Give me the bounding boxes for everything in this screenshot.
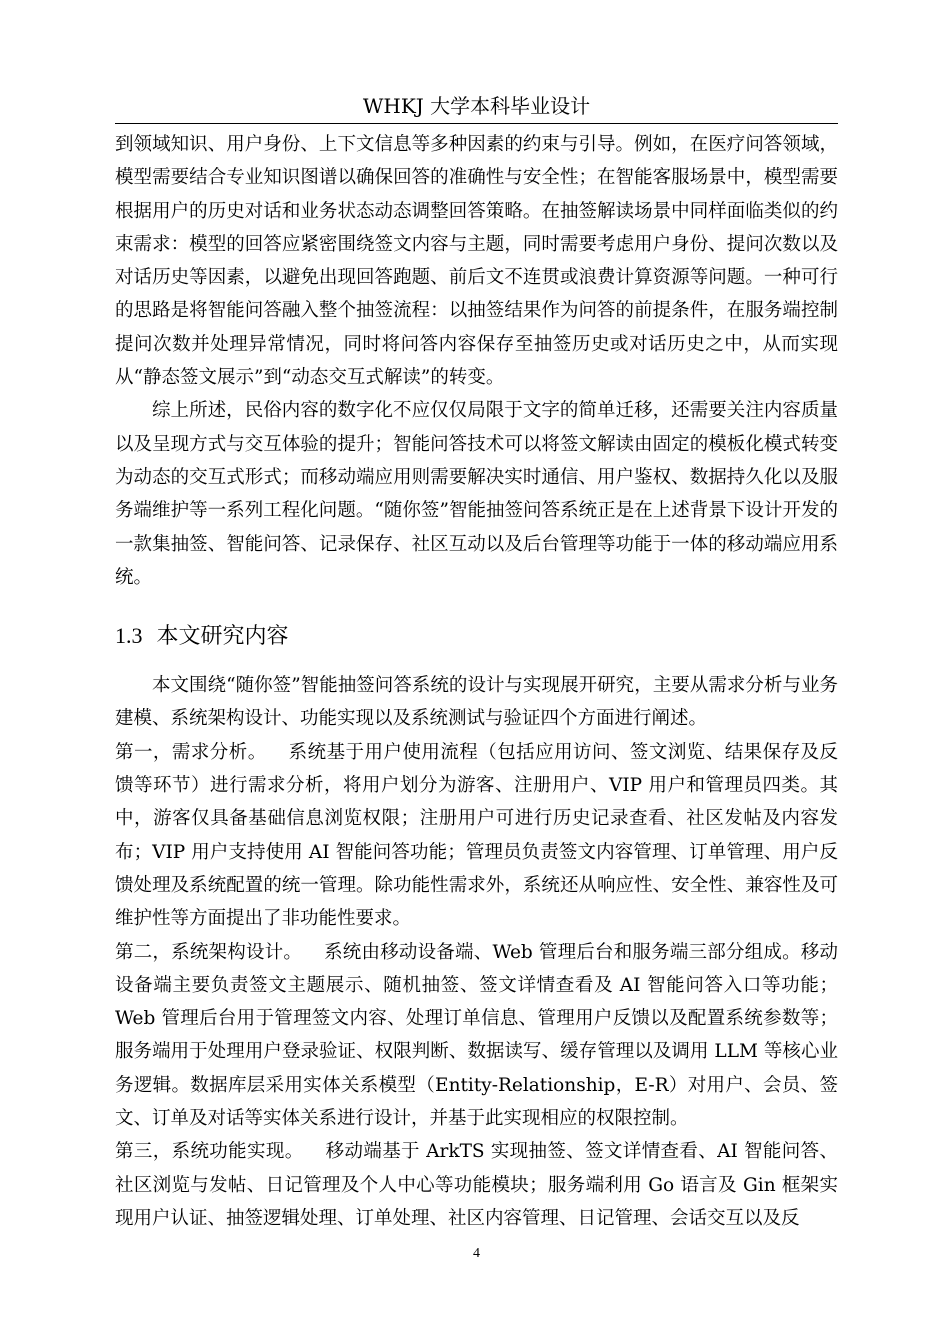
- document-body: [115, 128, 838, 1235]
- paragraph-intro: 本文围绕“随你签”智能抽签问答系统的设计与实现展开研究，主要从需求分析与业务建模、系统架构设计、功能实现以及系统测试与验证四个方面进行阐述。: [115, 675, 838, 730]
- item-paragraph-1: [115, 736, 838, 936]
- paragraph-continued: 到领域知识、用户身份、上下文信息等多种因素的约束与引导。例如，在医疗问答领域，模型需要结合专业知识图谱以确保回答的准确性与安全性；在智能客服场景中，模型需要根据用户的历史对话和业务状态动态调整回答策略。在抽签解读场景中同样面临类似的约束需求：模型的回答应紧密围绕签文内容与主题，同时需要考虑用户身份、提问次数以及对话历史等因素，以避免出现回答跑题、前后文不连贯或浪费计算资源等问题。一种可行的思路是将智能问答融入整个抽签流程：以抽签结果作为问答的前提条件，在服务端控制提问次数并处理异常情况，同时将问答内容保存至抽签历史或对话历史之中，从而实现从“静态签文展示”到“动态交互式解读”的转变。: [115, 134, 838, 389]
- item-lead: 第二，系统架构设计。: [115, 941, 303, 963]
- item-lead: 第一，需求分析。: [115, 741, 267, 763]
- section-title: 本文研究内容: [156, 624, 289, 650]
- item-text: 系统基于用户使用流程（包括应用访问、签文浏览、结果保存及反馈等环节）进行需求分析，将用户划分为游客、注册用户、VIP 用户和管理员四类。其中，游客仅具备基础信息浏览权限；注册用户可进行历史记录查看、社区发帖及内容发布；VIP 用户支持使用 AI 智能问答功能；管理员负责签文内容管理、订单管理、用户反馈处理及系统配置的统一管理。除功能性需求外，系统还从响应性、安全性、兼容性及可维护性等方面提出了非功能性要求。: [115, 741, 838, 930]
- item-paragraph-3: [115, 1135, 838, 1235]
- page-number: 4: [473, 1246, 480, 1261]
- item-lead: 第三，系统功能实现。: [115, 1141, 304, 1163]
- item-paragraph-2: [115, 936, 838, 1136]
- item-text: 系统由移动设备端、Web 管理后台和服务端三部分组成。移动设备端主要负责签文主题展示、随机抽签、签文详情查看及 AI 智能问答入口等功能；Web 管理后台用于管理签文内容、处理订单信息、管理用户反馈以及配置系统参数等；服务端用于处理用户登录验证、权限判断、数据读写、缓存管理以及调用 LLM 等核心业务逻辑。数据库层采用实体关系模型（Entity-Relationship，E-R）对用户、会员、签文、订单及对话等实体关系进行设计，并基于此实现相应的权限控制。: [115, 941, 838, 1130]
- section-number: 1.3: [115, 623, 143, 649]
- header-rule: [115, 123, 838, 124]
- section-heading: [115, 620, 838, 653]
- paragraph-summary: 综上所述，民俗内容的数字化不应仅仅局限于文字的简单迁移，还需要关注内容质量以及呈现方式与交互体验的提升；智能问答技术可以将签文解读由固定的模板化模式转变为动态的交互式形式；而移动端应用则需要解决实时通信、用户鉴权、数据持久化以及服务端维护等一系列工程化问题。“随你签”智能抽签问答系统正是在上述背景下设计开发的一款集抽签、智能问答、记录保存、社区互动以及后台管理等功能于一体的移动端应用系统。: [115, 400, 838, 588]
- page-footer: [115, 1246, 838, 1262]
- page-header: [115, 92, 838, 124]
- header-title: WHKJ 大学本科毕业设计: [362, 94, 591, 118]
- item-text: 移动端基于 ArkTS 实现抽签、签文详情查看、AI 智能问答、社区浏览与发帖、日记管理及个人中心等功能模块；服务端利用 Go 语言及 Gin 框架实现用户认证、抽签逻辑处理、订单处理、社区内容管理、日记管理、会话交互以及反: [115, 1141, 838, 1229]
